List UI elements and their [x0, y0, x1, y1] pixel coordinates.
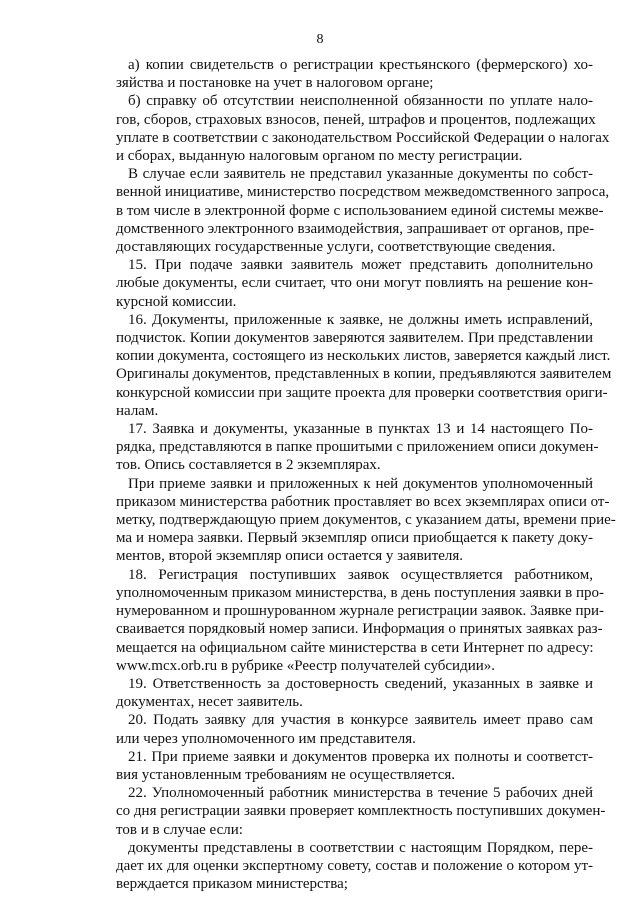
text-line: нумерованном и прошнурованном журнале регистрации заявок. Заявке при-: [116, 603, 605, 620]
text-line: подчисток. Копии документов заверяются заявителем. При представлении: [116, 330, 593, 347]
text-line: 17. Заявка и документы, указанные в пунктах 13 и 14 настоящего По-: [128, 421, 593, 438]
text-line: В случае если заявитель не представил указанные документы по собст-: [128, 166, 593, 183]
text-line: 21. При приеме заявки и документов проверка их полноты и соответст-: [128, 748, 593, 765]
paragraph: [116, 675, 593, 711]
paragraph: [116, 311, 612, 420]
text-line: б) справку об отсутствии неисполненной обязанности по уплате нало-: [128, 93, 593, 110]
text-line: или через уполномоченного им представителя.: [116, 730, 416, 747]
text-line: рядка, представляются в папке прошитыми с приложением описи докумен-: [116, 439, 599, 456]
paragraph: [116, 748, 593, 784]
text-line: со дня регистрации заявки проверяет комплектность поступивших докумен-: [116, 803, 606, 820]
page-number: 8: [316, 32, 324, 47]
text-line: венной инициативе, министерство посредством межведомственного запроса,: [116, 184, 610, 201]
text-line: ментов, второй экземпляр описи остается у заявителя.: [116, 548, 464, 565]
text-line: конкурсной комиссии при защите проекта для проверки соответствия ориги-: [116, 384, 608, 401]
text-line: 19. Ответственность за достоверность сведений, указанных в заявке и: [128, 675, 593, 692]
text-line: сваивается порядковый номер записи. Информация о принятых заявках раз-: [116, 621, 603, 638]
paragraph: [116, 420, 599, 475]
paragraph: [116, 839, 593, 894]
text-line: 20. Подать заявку для участия в конкурсе заявитель имеет право сам: [128, 712, 593, 729]
text-line: 15. При подаче заявки заявитель может представить дополнительно: [128, 257, 593, 274]
paragraph: [116, 92, 610, 165]
text-line: тов. Опись составляется в 2 экземплярах.: [116, 457, 381, 474]
text-line: гов, сборов, страховых взносов, пеней, штрафов и процентов, подлежащих: [116, 111, 596, 128]
text-line: уплате в соответствии с законодательством Российской Федерации о налогах: [116, 129, 610, 146]
text-line: При приеме заявки и приложенных к ней документов уполномоченный: [128, 475, 593, 492]
text-line: курсной комиссии.: [116, 293, 237, 310]
text-line: приказом министерства работник проставляет во всех экземплярах описи от-: [116, 493, 610, 510]
text-line: документах, несет заявитель.: [116, 694, 303, 711]
text-line: www.mcx.orb.ru в рубрике «Реестр получателей субсидии».: [116, 657, 496, 674]
text-line: верждается приказом министерства;: [116, 876, 348, 893]
text-line: любые документы, если считает, что они могут повлиять на решение кон-: [116, 275, 593, 292]
text-line: вия установленным требованиям не осуществляется.: [116, 766, 456, 783]
text-line: тов и в случае если:: [116, 821, 243, 838]
text-line: уполномоченным приказом министерства, в день поступления заявки в про-: [116, 584, 605, 601]
text-line: метку, подтверждающую прием документов, с указанием даты, времени прие-: [116, 512, 616, 529]
text-line: зяйства и постановке на учет в налоговом органе;: [116, 75, 434, 92]
text-line: 22. Уполномоченный работник министерства в течение 5 рабочих дней: [128, 785, 593, 802]
text-line: и сборах, выданную налоговым органом по месту регистрации.: [116, 148, 523, 165]
paragraph: [116, 165, 610, 256]
text-line: домственного электронного взаимодействия, запрашивает от органов, пре-: [116, 220, 595, 237]
paragraph: [116, 475, 616, 566]
text-line: 16. Документы, приложенные к заявке, не должны иметь исправлений,: [128, 311, 593, 328]
paragraph: [116, 566, 605, 675]
text-line: копии документа, состоящего из нескольких листов, заверяется каждый лист.: [116, 348, 611, 365]
text-line: а) копии свидетельств о регистрации крестьянского (фермерского) хо-: [128, 57, 593, 73]
text-line: Оригиналы документов, представленных в копии, предъявляются заявителем: [116, 366, 612, 383]
document-body: [116, 56, 616, 893]
text-line: ма и номера заявки. Первый экземпляр описи приобщается к пакету доку-: [116, 530, 593, 547]
text-line: 18. Регистрация поступивших заявок осуществляется работником,: [128, 566, 593, 583]
text-line: мещается на официальном сайте министерства в сети Интернет по адресу:: [116, 639, 594, 656]
paragraph: [116, 711, 593, 747]
text-line: дает их для оценки экспертному совету, состав и положение о котором ут-: [116, 857, 593, 874]
text-line: доставляющих государственные услуги, соответствующие сведения.: [116, 239, 556, 256]
paragraph: [116, 256, 593, 311]
paragraph: [116, 784, 606, 839]
text-line: документы представлены в соответствии с настоящим Порядком, пере-: [128, 839, 593, 856]
text-line: налам.: [116, 402, 159, 419]
paragraph: [116, 56, 593, 92]
text-line: в том числе в электронной форме с использованием единой системы межве-: [116, 202, 604, 219]
